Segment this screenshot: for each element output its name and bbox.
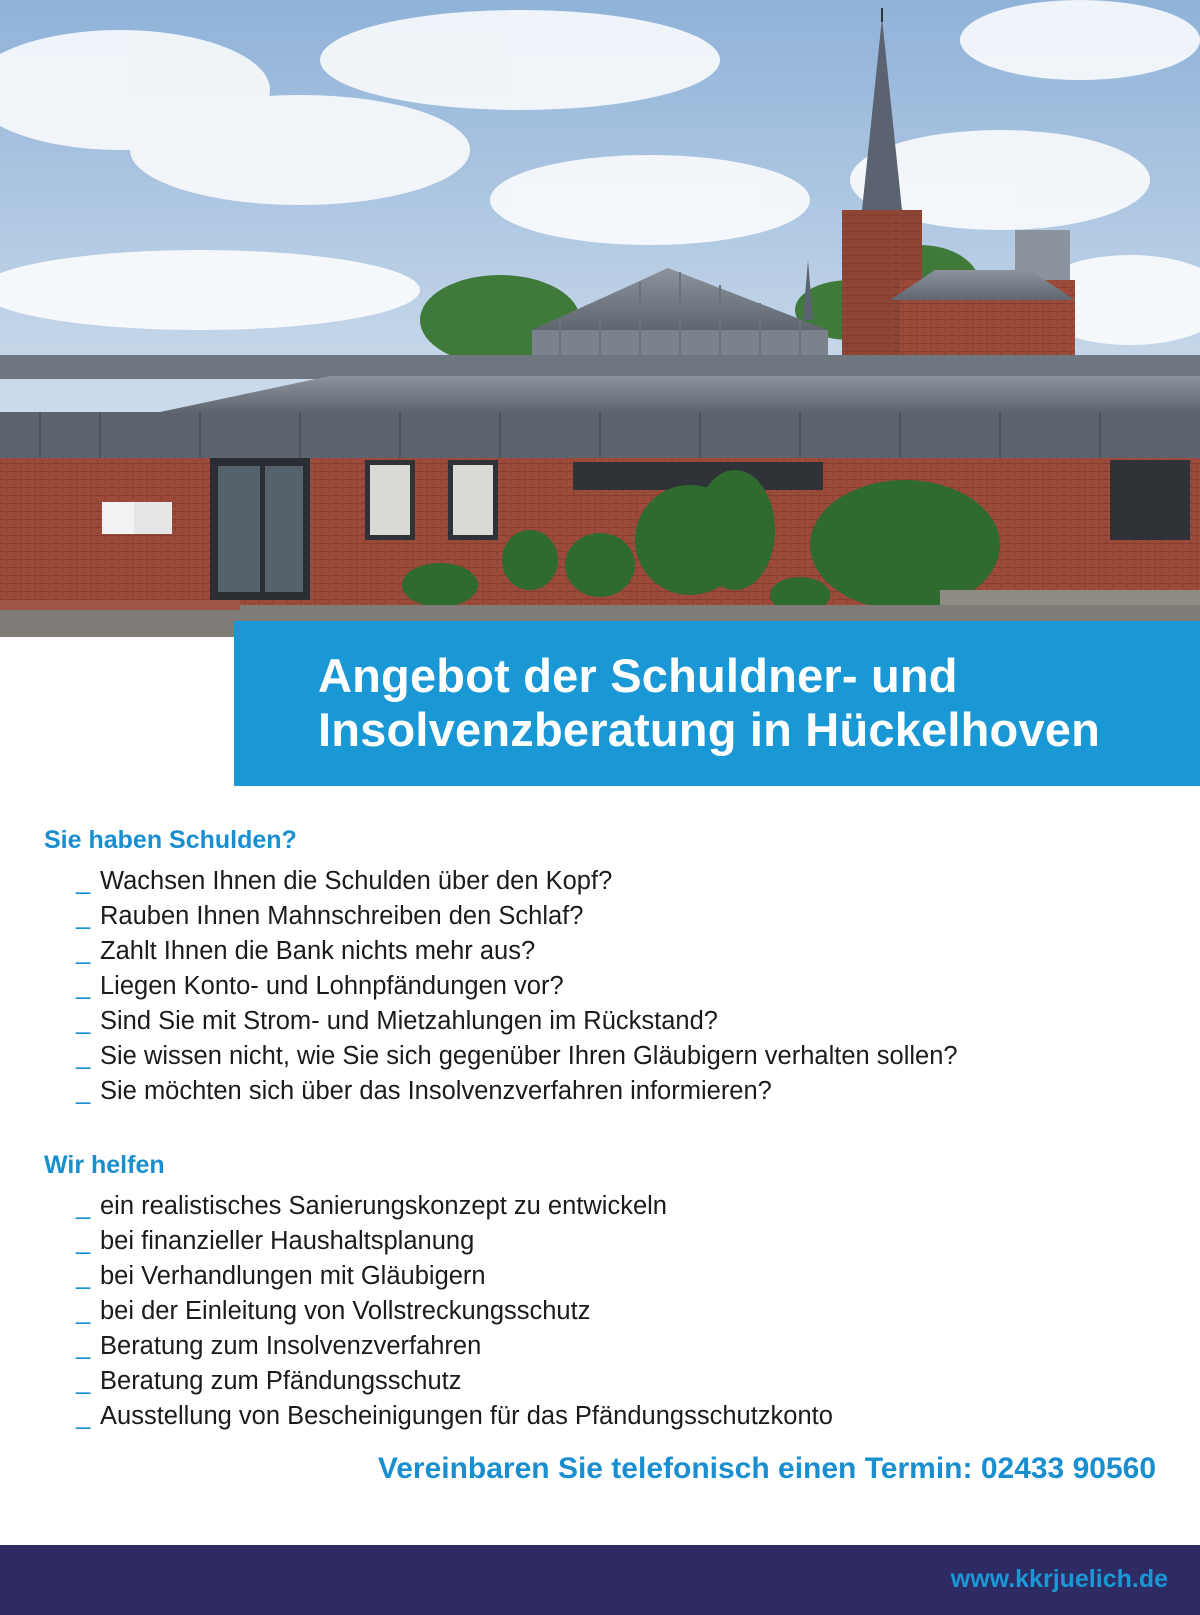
section-heading-debts: Sie haben Schulden? — [44, 826, 297, 854]
list-marker: _ — [76, 1367, 91, 1395]
list-marker: _ — [76, 1262, 91, 1290]
appointment-call-to-action: Vereinbaren Sie telefonisch einen Termin: 02433 90560 — [377, 1452, 1156, 1485]
list-marker: _ — [76, 1007, 91, 1035]
debts-question-list — [76, 864, 958, 1109]
list-marker: _ — [76, 1297, 91, 1325]
list-item: _ bei der Einleitung von Vollstreckungsschutz — [76, 1294, 833, 1329]
building-photo — [0, 0, 1200, 637]
list-marker: _ — [76, 1077, 91, 1105]
list-marker: _ — [76, 1332, 91, 1360]
list-item: _ Beratung zum Pfändungsschutz — [76, 1364, 833, 1399]
list-marker: _ — [76, 902, 91, 930]
website-link[interactable]: www.kkrjuelich.de — [950, 1565, 1168, 1593]
list-marker: _ — [76, 1042, 91, 1070]
list-item: _ Rauben Ihnen Mahnschreiben den Schlaf? — [76, 899, 958, 934]
list-item: _ Beratung zum Insolvenzverfahren — [76, 1329, 833, 1364]
list-marker: _ — [76, 1192, 91, 1220]
list-marker: _ — [76, 972, 91, 1000]
footer-bar — [0, 1545, 1200, 1615]
list-item: _ Zahlt Ihnen die Bank nichts mehr aus? — [76, 934, 958, 969]
list-marker: _ — [76, 1402, 91, 1430]
list-item: _ Sie wissen nicht, wie Sie sich gegenüber Ihren Gläubigern verhalten sollen? — [76, 1039, 958, 1074]
list-item: _ Sie möchten sich über das Insolvenzverfahren informieren? — [76, 1074, 958, 1109]
title-banner — [234, 621, 1200, 786]
list-marker: _ — [76, 867, 91, 895]
page-title-line-2: Insolvenzberatung in Hückelhoven — [318, 703, 1101, 756]
list-marker: _ — [76, 1227, 91, 1255]
list-item: _ Sind Sie mit Strom- und Mietzahlungen im Rückstand? — [76, 1004, 958, 1039]
list-item: _ ein realistisches Sanierungskonzept zu entwickeln — [76, 1189, 833, 1224]
list-item: _ Ausstellung von Bescheinigungen für das Pfändungsschutzkonto — [76, 1399, 833, 1434]
list-marker: _ — [76, 937, 91, 965]
list-item: _ bei finanzieller Haushaltsplanung — [76, 1224, 833, 1259]
page-title-line-1: Angebot der Schuldner- und — [318, 649, 958, 702]
help-list — [76, 1189, 833, 1434]
section-heading-help: Wir helfen — [44, 1151, 165, 1179]
list-item: _ Wachsen Ihnen die Schulden über den Kopf? — [76, 864, 958, 899]
list-item: _ bei Verhandlungen mit Gläubigern — [76, 1259, 833, 1294]
list-item: _ Liegen Konto- und Lohnpfändungen vor? — [76, 969, 958, 1004]
